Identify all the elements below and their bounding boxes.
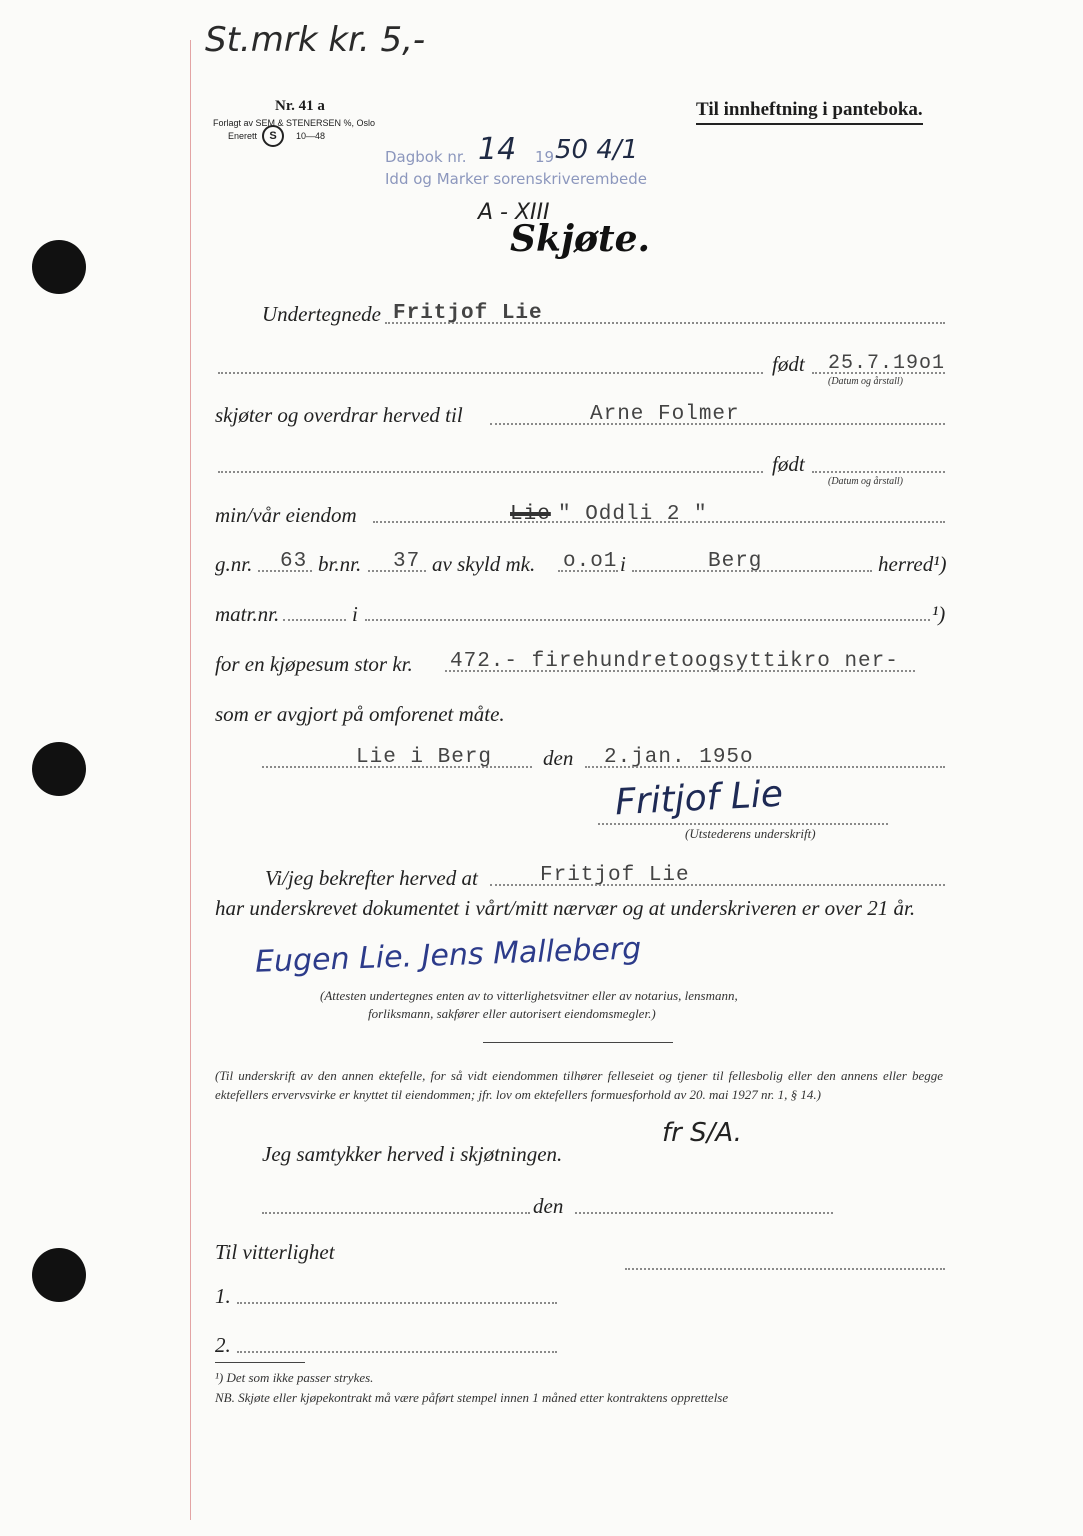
document-title: Skjøte. [510,218,651,260]
punch-hole-middle [32,742,86,796]
gnr-value: 63 [280,550,308,573]
vitterlighet-sign-line [625,1268,945,1270]
skyld-value: o.o1 [563,550,618,573]
eiendom-label: min/vår eiendom [215,503,357,527]
matr-end: ¹) [932,602,946,626]
matr-i-label: i [352,602,358,626]
brnr-label: br.nr. [318,552,362,576]
seller-signature [614,774,784,824]
vitterlighet-label: Til vitterlighet [215,1240,335,1264]
undertegnede-line [385,322,945,324]
attest-line1: (Attesten undertegnes enten av to vitterlighetsvitner eller av notarius, lensmann, [320,988,738,1003]
date-value: 2.jan. 195o [604,746,754,769]
avgjort-text: som er avgjort på omforenet måte. [215,702,505,726]
vitterlighet-line2 [237,1351,557,1353]
undertegnede-label: Undertegnede [262,302,381,326]
date-line [585,766,945,768]
transfer-label: skjøter og overdrar herved til [215,403,463,427]
eiendom-line [373,521,945,523]
gnr-label: g.nr. [215,552,253,576]
publisher-enerett: Enerett [228,131,258,141]
stamp-dagbok-label: Dagbok nr. [385,148,467,166]
matr-herred-line [365,619,930,621]
stamp-year-prefix: 19 [535,148,555,166]
skyld-i-label: i [620,552,626,576]
footnote-rule [215,1362,305,1363]
vitterlighet-item1: 1. [215,1284,231,1308]
stamp-office: Idd og Marker sorenskriverembede [385,170,648,188]
datum-caption: (Datum og årstall) [828,376,903,387]
buyer-fodt-label: født [772,452,805,476]
signature-line [598,823,888,825]
brnr-value: 37 [393,550,421,573]
matr-label: matr.nr. [215,602,280,626]
consent-hand: fr S/A. [662,1118,742,1148]
buyer-birth-line-left [218,471,763,473]
footnote-1: ¹) Det som ikke passer strykes. [215,1370,374,1385]
publisher-date: 10—48 [296,131,326,141]
skyld-label: av skyld mk. [432,552,536,576]
punch-hole-top [32,240,86,294]
place-line [262,766,532,768]
buyer-line [490,423,945,425]
publisher-logo-icon: S [262,125,284,147]
herred-line [632,570,872,572]
herred-value: Berg [708,550,763,573]
seller-birth-line-left [218,372,763,374]
confirm-text: har underskrevet dokumentet i vårt/mitt nærvær og at underskriveren er over 21 år. [215,896,916,920]
buyer-datum-caption: (Datum og årstall) [828,476,903,487]
stamp-year-hand: 50 4/1 [555,135,639,165]
section-divider [483,1042,673,1043]
confirm-line [490,884,945,886]
buyer-birth-line [812,471,945,473]
vitterlighet-line1 [237,1302,557,1304]
publisher-line: Forlagt av SEM & STENERSEN %, Oslo [213,118,376,128]
gnr-line [258,570,312,572]
form-number: Nr. 41 a [275,98,325,114]
vitterlighet-item2: 2. [215,1333,231,1357]
buyer-name: Arne Folmer [590,403,740,426]
fodt-label: født [772,352,805,376]
seller-name: Fritjof Lie [393,302,543,325]
spouse-note: (Til underskrift av den annen ektefelle, for så vidt eiendommen tilhører felleseiet og tjener til fellesbolig eller den annens eller begge ektefellers ervervsvirke er knyttet til eiendommen; jfr. lov om ektefellers formuesforhold av 20. mai 1927 nr. 1, § 14.) [215,1068,943,1102]
signature-caption: (Utstederens underskrift) [685,826,816,841]
den-label: den [543,746,574,770]
seller-birth-line [812,372,945,374]
consent-date-line [575,1212,833,1214]
footnote-nb: NB. Skjøte eller kjøpekontrakt må være påført stempel innen 1 måned etter kontraktens opprettelse [215,1390,729,1405]
consent-text: Jeg samtykker herved i skjøtningen. [262,1142,563,1166]
punch-hole-bottom [32,1248,86,1302]
herred-label: herred¹) [878,552,947,576]
matr-line [283,619,346,621]
filing-note: Til innheftning i panteboka. [696,99,923,125]
stamp-dagbok-number: 14 [478,132,517,167]
seller-signature-text: Fritjof Lie [614,773,784,824]
confirm-name: Fritjof Lie [540,864,690,887]
consent-place-line [262,1212,530,1214]
confirm-label: Vi/jeg bekrefter herved at [265,866,478,890]
stamp-fee-annotation: St.mrk kr. 5,- [205,20,426,60]
consent-den-label: den [533,1194,564,1218]
kjopesum-value: 472.- firehundretoogsyttikro ner- [450,650,899,673]
witness-signatures: Eugen Lie. Jens Malleberg [254,931,642,980]
skyld-line [558,570,618,572]
kjopesum-label: for en kjøpesum stor kr. [215,652,413,676]
place-value: Lie i Berg [356,746,493,769]
brnr-line [368,570,426,572]
property-struck: Lie [510,503,551,526]
seller-birth: 25.7.19o1 [828,352,946,375]
margin-line [190,40,191,1520]
property-name: " Oddli 2 " [558,503,708,526]
volume-mark: A - XIII [478,200,550,225]
attest-line2: forliksmann, sakfører eller autorisert eiendomsmegler.) [368,1006,656,1021]
kjopesum-line [445,670,915,672]
